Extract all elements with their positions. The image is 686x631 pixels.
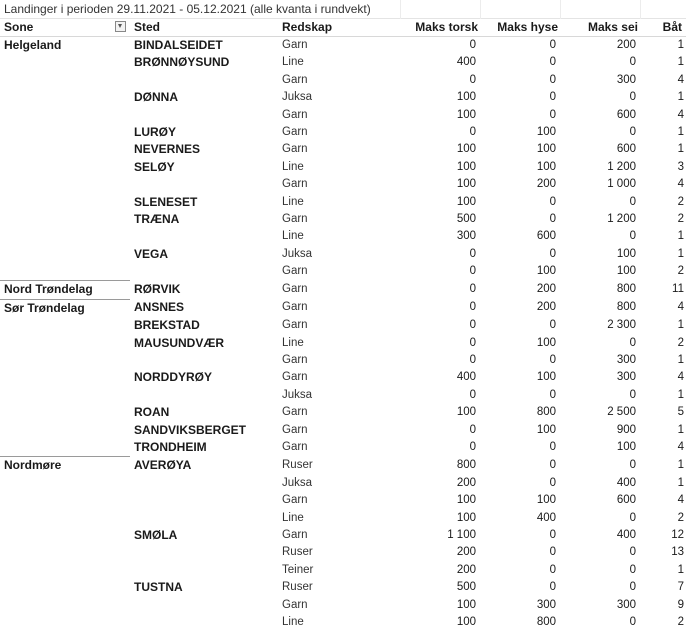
table-row — [0, 439, 686, 457]
cell-maks-hyse: 0 — [482, 194, 562, 211]
table-row — [0, 387, 686, 404]
cell-maks-torsk: 0 — [400, 281, 482, 299]
cell-sone — [0, 317, 130, 334]
cell-sone — [0, 562, 130, 579]
table-row — [0, 614, 686, 631]
cell-baat: 2 — [642, 335, 686, 352]
cell-sted: BINDALSEIDET — [130, 37, 278, 55]
cell-redskap: Juksa — [278, 89, 400, 106]
cell-sone: Sør Trøndelag — [0, 299, 130, 317]
cell-maks-hyse: 0 — [482, 579, 562, 596]
column-header-sei: Maks sei — [562, 19, 642, 37]
cell-sone — [0, 246, 130, 263]
cell-sone — [0, 492, 130, 509]
cell-redskap: Teiner — [278, 562, 400, 579]
cell-sone — [0, 72, 130, 89]
cell-redskap: Garn — [278, 317, 400, 334]
cell-maks-torsk: 200 — [400, 544, 482, 561]
cell-maks-sei: 600 — [562, 107, 642, 124]
cell-maks-torsk: 400 — [400, 54, 482, 71]
cell-maks-torsk: 500 — [400, 211, 482, 228]
cell-sted: TRONDHEIM — [130, 439, 278, 457]
cell-maks-sei: 600 — [562, 492, 642, 509]
table-row — [0, 404, 686, 421]
cell-maks-sei: 200 — [562, 37, 642, 55]
cell-sone — [0, 614, 130, 631]
cell-maks-torsk: 400 — [400, 369, 482, 386]
cell-redskap: Garn — [278, 527, 400, 544]
cell-maks-hyse: 100 — [482, 335, 562, 352]
cell-sted: ROAN — [130, 404, 278, 421]
cell-baat: 1 — [642, 457, 686, 475]
cell-maks-hyse: 100 — [482, 263, 562, 281]
cell-maks-torsk: 0 — [400, 335, 482, 352]
cell-baat: 4 — [642, 299, 686, 317]
column-header-sted: Sted — [130, 19, 278, 37]
cell-maks-hyse: 0 — [482, 211, 562, 228]
cell-baat: 1 — [642, 141, 686, 158]
cell-baat: 1 — [642, 54, 686, 71]
cell-maks-hyse: 0 — [482, 475, 562, 492]
table-row — [0, 176, 686, 193]
cell-sted — [130, 107, 278, 124]
table-row — [0, 228, 686, 245]
cell-redskap: Garn — [278, 281, 400, 299]
table-row — [0, 89, 686, 106]
cell-maks-hyse: 100 — [482, 159, 562, 176]
cell-sone — [0, 211, 130, 228]
cell-maks-sei: 1 200 — [562, 211, 642, 228]
cell-maks-sei: 0 — [562, 228, 642, 245]
column-header-sone-label: Sone — [4, 19, 33, 36]
table-row — [0, 352, 686, 369]
cell-sted: AVERØYA — [130, 457, 278, 475]
cell-redskap: Line — [278, 614, 400, 631]
cell-sone — [0, 141, 130, 158]
header-row — [0, 19, 686, 37]
cell-redskap: Garn — [278, 107, 400, 124]
cell-maks-torsk: 0 — [400, 124, 482, 141]
cell-maks-sei: 0 — [562, 89, 642, 106]
title-gridline — [480, 0, 481, 19]
cell-maks-sei: 1 000 — [562, 176, 642, 193]
cell-sone: Nordmøre — [0, 457, 130, 475]
cell-baat: 2 — [642, 614, 686, 631]
cell-sone: Nord Trøndelag — [0, 281, 130, 299]
table-row — [0, 72, 686, 89]
cell-baat: 4 — [642, 492, 686, 509]
cell-maks-hyse: 800 — [482, 404, 562, 421]
cell-baat: 2 — [642, 211, 686, 228]
table-row — [0, 527, 686, 544]
cell-maks-torsk: 500 — [400, 579, 482, 596]
table-row — [0, 159, 686, 176]
cell-baat: 11 — [642, 281, 686, 299]
table-row — [0, 246, 686, 263]
cell-redskap: Garn — [278, 299, 400, 317]
cell-sted: TRÆNA — [130, 211, 278, 228]
cell-maks-hyse: 100 — [482, 492, 562, 509]
cell-maks-sei: 900 — [562, 422, 642, 439]
table-row — [0, 335, 686, 352]
column-header-redskap: Redskap — [278, 19, 400, 37]
cell-sted — [130, 510, 278, 527]
cell-maks-sei: 100 — [562, 263, 642, 281]
cell-sted: SMØLA — [130, 527, 278, 544]
cell-baat: 13 — [642, 544, 686, 561]
cell-sted: VEGA — [130, 246, 278, 263]
cell-maks-sei: 800 — [562, 299, 642, 317]
cell-maks-hyse: 200 — [482, 176, 562, 193]
title-gridline — [560, 0, 561, 19]
cell-maks-hyse: 200 — [482, 299, 562, 317]
filter-icon[interactable] — [115, 21, 126, 32]
cell-maks-sei: 600 — [562, 141, 642, 158]
cell-redskap: Garn — [278, 369, 400, 386]
cell-maks-torsk: 100 — [400, 107, 482, 124]
cell-maks-torsk: 200 — [400, 562, 482, 579]
cell-redskap: Ruser — [278, 579, 400, 596]
cell-baat: 9 — [642, 597, 686, 614]
cell-baat: 1 — [642, 352, 686, 369]
cell-maks-torsk: 300 — [400, 228, 482, 245]
cell-sone — [0, 439, 130, 457]
cell-maks-sei: 400 — [562, 527, 642, 544]
cell-maks-sei: 2 500 — [562, 404, 642, 421]
column-header-torsk: Maks torsk — [400, 19, 482, 37]
cell-maks-sei: 800 — [562, 281, 642, 299]
cell-sted: NORDDYRØY — [130, 369, 278, 386]
cell-baat: 5 — [642, 404, 686, 421]
cell-maks-torsk: 100 — [400, 492, 482, 509]
cell-redskap: Garn — [278, 176, 400, 193]
cell-redskap: Ruser — [278, 544, 400, 561]
table-row — [0, 475, 686, 492]
cell-sted — [130, 176, 278, 193]
cell-maks-torsk: 100 — [400, 614, 482, 631]
cell-sted: SLENESET — [130, 194, 278, 211]
cell-sted: TUSTNA — [130, 579, 278, 596]
table-row — [0, 124, 686, 141]
column-header-baat: Båt — [642, 19, 686, 37]
cell-sted — [130, 352, 278, 369]
cell-maks-sei: 0 — [562, 387, 642, 404]
cell-maks-hyse: 300 — [482, 597, 562, 614]
cell-sone — [0, 228, 130, 245]
cell-sted: NEVERNES — [130, 141, 278, 158]
cell-maks-torsk: 100 — [400, 89, 482, 106]
table-row — [0, 299, 686, 317]
cell-maks-sei: 0 — [562, 544, 642, 561]
cell-redskap: Garn — [278, 72, 400, 89]
table-row — [0, 263, 686, 281]
cell-maks-torsk: 100 — [400, 141, 482, 158]
cell-maks-torsk: 0 — [400, 72, 482, 89]
table-row — [0, 422, 686, 439]
cell-maks-hyse: 0 — [482, 37, 562, 55]
table-row — [0, 369, 686, 386]
cell-maks-torsk: 100 — [400, 176, 482, 193]
cell-maks-torsk: 0 — [400, 246, 482, 263]
column-header-hyse: Maks hyse — [482, 19, 562, 37]
column-header-sone — [0, 19, 130, 37]
cell-redskap: Garn — [278, 352, 400, 369]
cell-redskap: Garn — [278, 439, 400, 457]
cell-sone — [0, 527, 130, 544]
table-row — [0, 211, 686, 228]
cell-redskap: Garn — [278, 124, 400, 141]
cell-sone — [0, 263, 130, 281]
cell-baat: 4 — [642, 107, 686, 124]
cell-maks-hyse: 100 — [482, 422, 562, 439]
cell-baat: 1 — [642, 422, 686, 439]
cell-maks-sei: 0 — [562, 562, 642, 579]
cell-maks-sei: 400 — [562, 475, 642, 492]
cell-maks-sei: 300 — [562, 352, 642, 369]
cell-sone — [0, 369, 130, 386]
cell-maks-sei: 1 200 — [562, 159, 642, 176]
cell-redskap: Garn — [278, 141, 400, 158]
cell-baat: 3 — [642, 159, 686, 176]
cell-maks-hyse: 100 — [482, 141, 562, 158]
cell-maks-torsk: 0 — [400, 263, 482, 281]
cell-baat: 12 — [642, 527, 686, 544]
cell-maks-torsk: 0 — [400, 317, 482, 334]
cell-baat: 1 — [642, 475, 686, 492]
cell-redskap: Juksa — [278, 387, 400, 404]
cell-maks-sei: 0 — [562, 194, 642, 211]
cell-maks-hyse: 0 — [482, 246, 562, 263]
cell-baat: 2 — [642, 263, 686, 281]
cell-maks-hyse: 0 — [482, 562, 562, 579]
cell-maks-hyse: 100 — [482, 124, 562, 141]
cell-maks-hyse: 0 — [482, 457, 562, 475]
cell-sted — [130, 72, 278, 89]
cell-baat: 1 — [642, 317, 686, 334]
cell-baat: 4 — [642, 176, 686, 193]
cell-maks-torsk: 100 — [400, 159, 482, 176]
cell-maks-torsk: 100 — [400, 510, 482, 527]
cell-baat: 1 — [642, 124, 686, 141]
cell-sone — [0, 124, 130, 141]
table-row — [0, 492, 686, 509]
cell-maks-hyse: 0 — [482, 387, 562, 404]
table-row — [0, 281, 686, 299]
cell-maks-sei: 0 — [562, 510, 642, 527]
cell-sted: MAUSUNDVÆR — [130, 335, 278, 352]
cell-maks-hyse: 0 — [482, 544, 562, 561]
cell-sone: Helgeland — [0, 37, 130, 55]
cell-redskap: Line — [278, 228, 400, 245]
cell-sted — [130, 544, 278, 561]
cell-sone — [0, 335, 130, 352]
cell-sted: LURØY — [130, 124, 278, 141]
cell-maks-sei: 100 — [562, 439, 642, 457]
cell-maks-hyse: 0 — [482, 527, 562, 544]
table-row — [0, 141, 686, 158]
cell-sted — [130, 492, 278, 509]
cell-sone — [0, 107, 130, 124]
cell-sone — [0, 510, 130, 527]
cell-baat: 4 — [642, 72, 686, 89]
cell-sone — [0, 544, 130, 561]
cell-maks-sei: 0 — [562, 335, 642, 352]
cell-baat: 1 — [642, 246, 686, 263]
cell-maks-torsk: 0 — [400, 439, 482, 457]
cell-sone — [0, 159, 130, 176]
table-row — [0, 544, 686, 561]
cell-maks-sei: 0 — [562, 124, 642, 141]
cell-sted: RØRVIK — [130, 281, 278, 299]
cell-maks-hyse: 400 — [482, 510, 562, 527]
cell-redskap: Garn — [278, 37, 400, 55]
cell-baat: 1 — [642, 89, 686, 106]
cell-redskap: Garn — [278, 492, 400, 509]
cell-baat: 7 — [642, 579, 686, 596]
cell-sted: SELØY — [130, 159, 278, 176]
cell-maks-torsk: 0 — [400, 352, 482, 369]
table-row — [0, 54, 686, 71]
cell-sone — [0, 422, 130, 439]
cell-redskap: Garn — [278, 404, 400, 421]
table-row — [0, 37, 686, 55]
cell-maks-sei: 100 — [562, 246, 642, 263]
cell-maks-hyse: 0 — [482, 439, 562, 457]
cell-baat: 2 — [642, 194, 686, 211]
cell-sted: SANDVIKSBERGET — [130, 422, 278, 439]
cell-baat: 1 — [642, 387, 686, 404]
cell-maks-hyse: 0 — [482, 317, 562, 334]
cell-sted — [130, 614, 278, 631]
table-row — [0, 579, 686, 596]
cell-redskap: Juksa — [278, 246, 400, 263]
report-title: Landinger i perioden 29.11.2021 - 05.12.2021 (alle kvanta i rundvekt) — [0, 0, 686, 19]
cell-sone — [0, 176, 130, 193]
cell-sone — [0, 475, 130, 492]
cell-maks-hyse: 0 — [482, 89, 562, 106]
cell-redskap: Line — [278, 510, 400, 527]
cell-sted — [130, 475, 278, 492]
title-gridline — [400, 0, 401, 19]
cell-maks-sei: 300 — [562, 72, 642, 89]
cell-maks-sei: 0 — [562, 54, 642, 71]
cell-baat: 1 — [642, 562, 686, 579]
table-row — [0, 597, 686, 614]
cell-sone — [0, 579, 130, 596]
cell-baat: 1 — [642, 228, 686, 245]
cell-maks-torsk: 800 — [400, 457, 482, 475]
cell-maks-hyse: 600 — [482, 228, 562, 245]
cell-maks-torsk: 0 — [400, 37, 482, 55]
cell-baat: 2 — [642, 510, 686, 527]
cell-maks-sei: 2 300 — [562, 317, 642, 334]
cell-maks-hyse: 0 — [482, 72, 562, 89]
cell-maks-hyse: 0 — [482, 352, 562, 369]
table-row — [0, 457, 686, 475]
cell-sted: ANSNES — [130, 299, 278, 317]
cell-baat: 1 — [642, 37, 686, 55]
cell-baat: 4 — [642, 369, 686, 386]
cell-redskap: Juksa — [278, 475, 400, 492]
cell-maks-hyse: 0 — [482, 107, 562, 124]
cell-redskap: Garn — [278, 597, 400, 614]
table-row — [0, 317, 686, 334]
cell-sted: DØNNA — [130, 89, 278, 106]
cell-sone — [0, 89, 130, 106]
cell-redskap: Line — [278, 194, 400, 211]
cell-maks-sei: 300 — [562, 597, 642, 614]
cell-maks-torsk: 200 — [400, 475, 482, 492]
cell-redskap: Ruser — [278, 457, 400, 475]
cell-sted — [130, 228, 278, 245]
table-row — [0, 562, 686, 579]
cell-redskap: Garn — [278, 211, 400, 228]
cell-sone — [0, 404, 130, 421]
cell-sted: BREKSTAD — [130, 317, 278, 334]
cell-redskap: Line — [278, 54, 400, 71]
cell-maks-torsk: 0 — [400, 299, 482, 317]
cell-redskap: Garn — [278, 422, 400, 439]
cell-sted — [130, 597, 278, 614]
cell-sone — [0, 194, 130, 211]
cell-maks-hyse: 0 — [482, 54, 562, 71]
cell-redskap: Garn — [278, 263, 400, 281]
cell-maks-sei: 0 — [562, 614, 642, 631]
cell-maks-sei: 0 — [562, 579, 642, 596]
cell-baat: 4 — [642, 439, 686, 457]
table-body — [0, 37, 686, 631]
cell-maks-torsk: 1 100 — [400, 527, 482, 544]
cell-redskap: Line — [278, 335, 400, 352]
cell-maks-torsk: 100 — [400, 597, 482, 614]
cell-sted: BRØNNØYSUND — [130, 54, 278, 71]
cell-maks-hyse: 800 — [482, 614, 562, 631]
cell-maks-torsk: 100 — [400, 194, 482, 211]
cell-sone — [0, 54, 130, 71]
title-gridline — [640, 0, 641, 19]
table-row — [0, 510, 686, 527]
table-row — [0, 107, 686, 124]
cell-maks-torsk: 0 — [400, 422, 482, 439]
cell-redskap: Line — [278, 159, 400, 176]
landings-table — [0, 19, 686, 631]
cell-sted — [130, 387, 278, 404]
cell-sted — [130, 263, 278, 281]
cell-maks-torsk: 100 — [400, 404, 482, 421]
cell-maks-torsk: 0 — [400, 387, 482, 404]
table-row — [0, 194, 686, 211]
cell-maks-sei: 0 — [562, 457, 642, 475]
cell-maks-hyse: 200 — [482, 281, 562, 299]
cell-sone — [0, 352, 130, 369]
cell-sone — [0, 597, 130, 614]
cell-maks-sei: 300 — [562, 369, 642, 386]
cell-sone — [0, 387, 130, 404]
cell-maks-hyse: 100 — [482, 369, 562, 386]
cell-sted — [130, 562, 278, 579]
